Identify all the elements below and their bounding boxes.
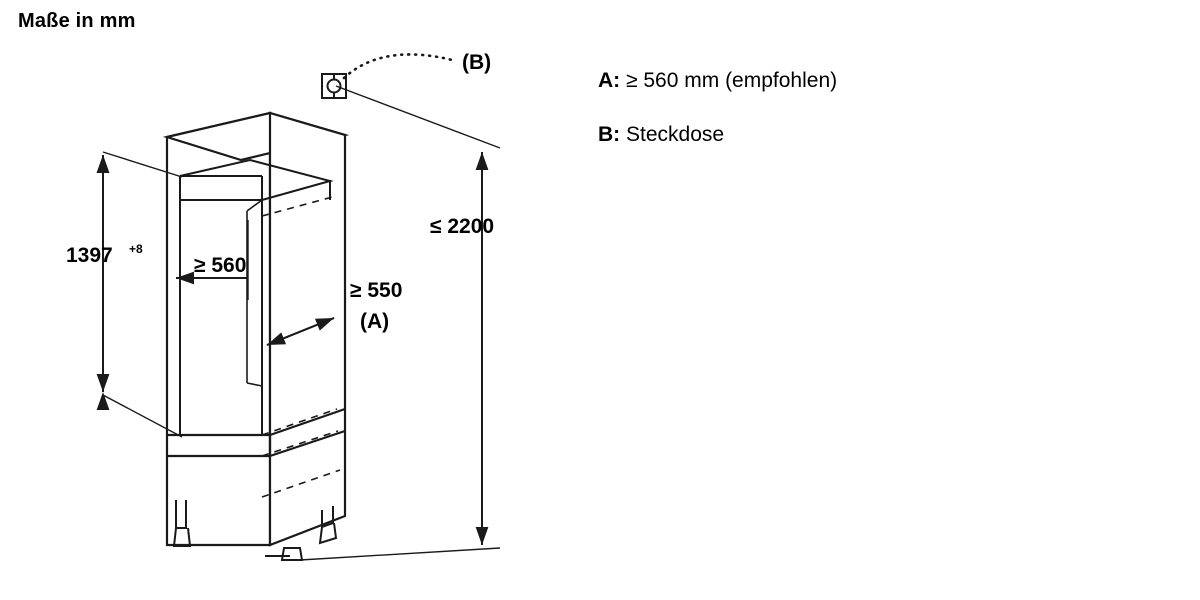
- legend-key-a: A:: [598, 69, 621, 92]
- total-height-label: ≤ 2200: [430, 215, 495, 238]
- socket-callout-label: (B): [462, 51, 492, 74]
- depth-ref-label: (A): [360, 310, 390, 333]
- page-title: Maße in mm: [18, 10, 136, 32]
- depth-label: ≥ 550: [350, 279, 403, 302]
- legend-value-a: ≥ 560 mm (empfohlen): [626, 69, 838, 92]
- socket-leader-line: [344, 54, 452, 78]
- legend-value-b: Steckdose: [626, 123, 725, 146]
- socket-symbol: [322, 74, 346, 98]
- legend-key-b: B:: [598, 123, 621, 146]
- width-inner-label: ≥ 560: [194, 254, 247, 277]
- height-niche-tolerance-label: +8: [129, 242, 143, 256]
- height-niche-label: 1397: [66, 244, 113, 267]
